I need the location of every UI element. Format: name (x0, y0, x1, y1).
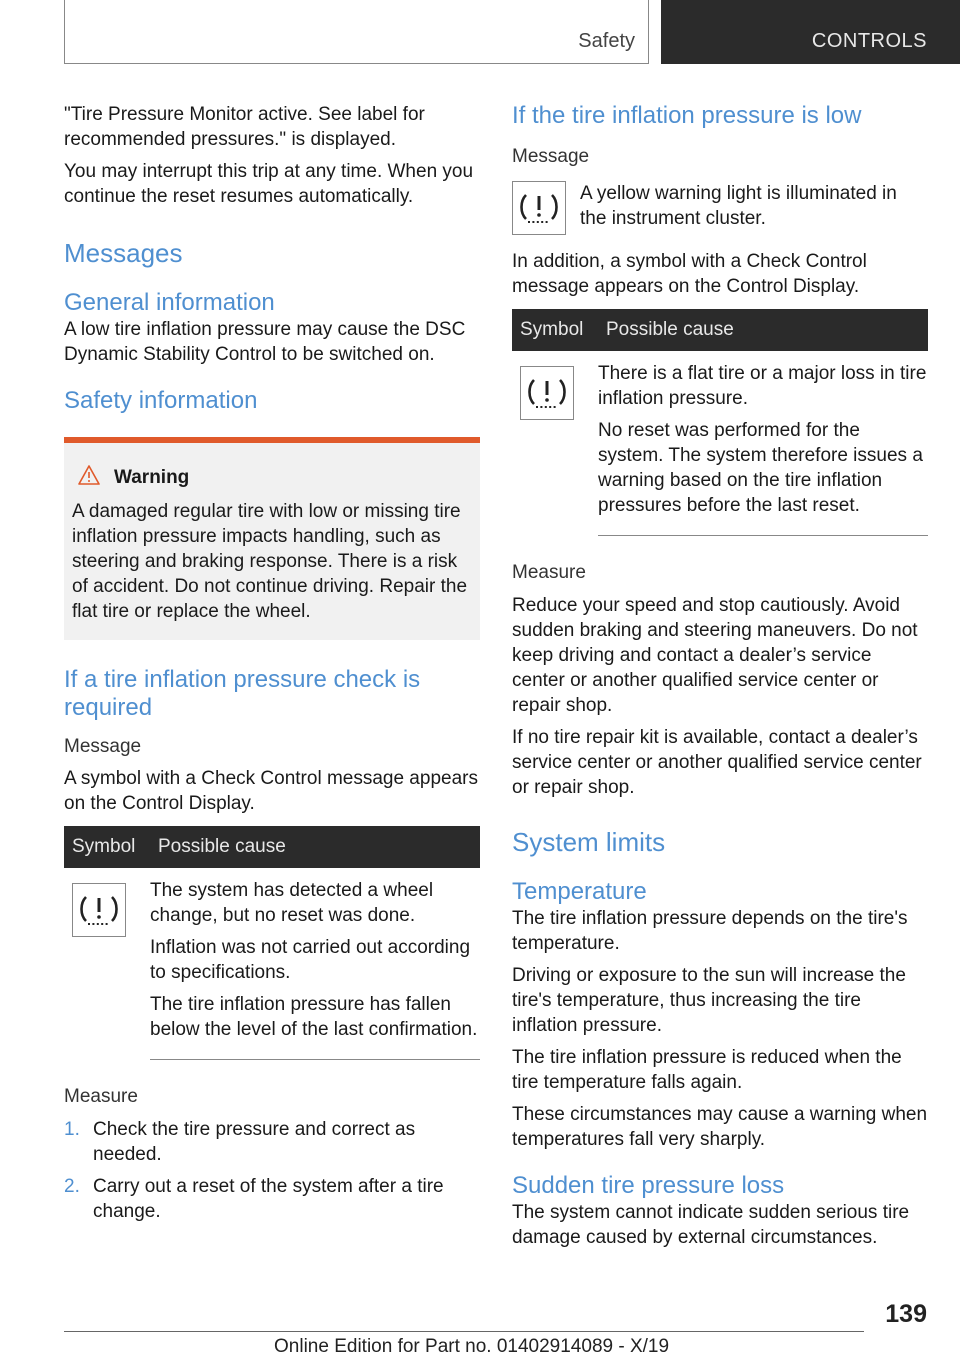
cause-table (512, 309, 928, 536)
warning-light-row (512, 181, 928, 235)
temperature-text: These circumstances may cause a warning when temperatures fall very sharply. (512, 1104, 928, 1150)
addition-text: In addition, a symbol with a Check Control message appears on the Control Display. (512, 251, 867, 297)
cause-text: There is a flat tire or a major loss in tire inflation pressure. (598, 363, 927, 409)
header-chapter-title: CONTROLS (661, 0, 960, 64)
safety-info-heading: Safety information (64, 387, 258, 414)
step-text: Carry out a reset of the system after a tire change. (93, 1176, 444, 1222)
page-header (0, 0, 960, 66)
cause-cell (598, 351, 928, 536)
footer-edition: Online Edition for Part no. 01402914089 - X/19 (274, 1336, 670, 1357)
column-header: Symbol (512, 309, 598, 351)
system-limits-heading: System limits (512, 827, 666, 857)
table-header-row (512, 309, 928, 351)
column-header: Possible cause (598, 309, 928, 351)
column-header: Possible cause (150, 826, 480, 868)
table-header-row (64, 826, 480, 868)
measure-steps (64, 1117, 480, 1224)
check-required-heading: If a tire inflation pressure check is required (64, 666, 421, 721)
right-column (512, 102, 928, 1257)
cause-table (64, 826, 480, 1060)
measure-label: Measure (512, 562, 586, 583)
warning-triangle-icon (78, 465, 100, 491)
list-item (64, 1174, 480, 1224)
step-number: 2. (64, 1176, 80, 1197)
intro-text: "Tire Pressure Monitor active. See label for recommended pressures." is displayed. (64, 104, 425, 150)
symbol-cell (512, 351, 598, 536)
warning-box (64, 437, 480, 640)
header-divider (648, 0, 649, 64)
temperature-heading: Temperature (512, 878, 647, 905)
warning-title (72, 465, 472, 491)
tire-pressure-warning-icon (72, 883, 126, 937)
tire-pressure-warning-icon (512, 181, 566, 235)
header-section-title: Safety (578, 30, 635, 52)
intro-text: You may interrupt this trip at any time. When you continue the reset resumes automatically. (64, 161, 474, 207)
temperature-text: The tire inflation pressure is reduced when the tire temperature falls again. (512, 1047, 902, 1093)
cause-text: Inflation was not carried out according to specifications. (150, 937, 471, 983)
symbol-cell (64, 868, 150, 1060)
list-item (64, 1117, 480, 1167)
column-header: Symbol (64, 826, 150, 868)
general-info-text: A low tire inflation pressure may cause the DSC Dynamic Stability Control to be switched on. (64, 319, 466, 365)
step-number: 1. (64, 1119, 80, 1140)
cause-text: No reset was performed for the system. The system therefore issues a warning based on the tire inflation pressures before the last reset. (598, 420, 923, 516)
measure-label: Measure (64, 1086, 138, 1107)
header-divider (64, 0, 65, 64)
cause-text: The system has detected a wheel change, but no reset was done. (150, 880, 434, 926)
header-divider (64, 63, 648, 64)
measure-text: Reduce your speed and stop cautiously. Avoid sudden braking and steering maneuvers. Do not keep driving and contact a dealer’s service center or another qualified service center or repair shop. (512, 595, 918, 716)
footer-divider (64, 1331, 864, 1332)
cause-text: The tire inflation pressure has fallen below the level of the last confirmation. (150, 994, 478, 1040)
temperature-text: Driving or exposure to the sun will increase the tire's temperature, thus increasing the tire inflation pressure. (512, 965, 906, 1036)
tire-pressure-warning-icon (520, 366, 574, 420)
table-row (512, 351, 928, 536)
step-text: Check the tire pressure and correct as needed. (93, 1119, 416, 1165)
warning-text: A damaged regular tire with low or missing tire inflation pressure impacts handling, such as steering and braking response. There is a risk of accident. Do not continue driving. Repair the flat tire or replace the wheel. (72, 501, 468, 622)
sudden-loss-heading: Sudden tire pressure loss (512, 1172, 785, 1199)
sudden-loss-text: The system cannot indicate sudden serious tire damage caused by external circumstances. (512, 1202, 910, 1248)
table-row (64, 868, 480, 1060)
warning-light-text: A yellow warning light is illuminated in the instrument cluster. (580, 183, 897, 229)
warning-label: Warning (114, 467, 190, 488)
left-column (64, 102, 480, 1231)
general-info-heading: General information (64, 289, 275, 316)
low-pressure-heading: If the tire inflation pressure is low (512, 102, 862, 129)
temperature-text: The tire inflation pressure depends on the tire's temperature. (512, 908, 908, 954)
measure-text: If no tire repair kit is available, contact a dealer’s service center or another qualified service center or repair shop. (512, 727, 922, 798)
message-label: Message (512, 146, 590, 167)
message-text: A symbol with a Check Control message appears on the Control Display. (64, 768, 478, 814)
messages-heading: Messages (64, 238, 183, 268)
page-number: 139 (885, 1300, 927, 1328)
cause-cell (150, 868, 480, 1060)
message-label: Message (64, 736, 142, 757)
